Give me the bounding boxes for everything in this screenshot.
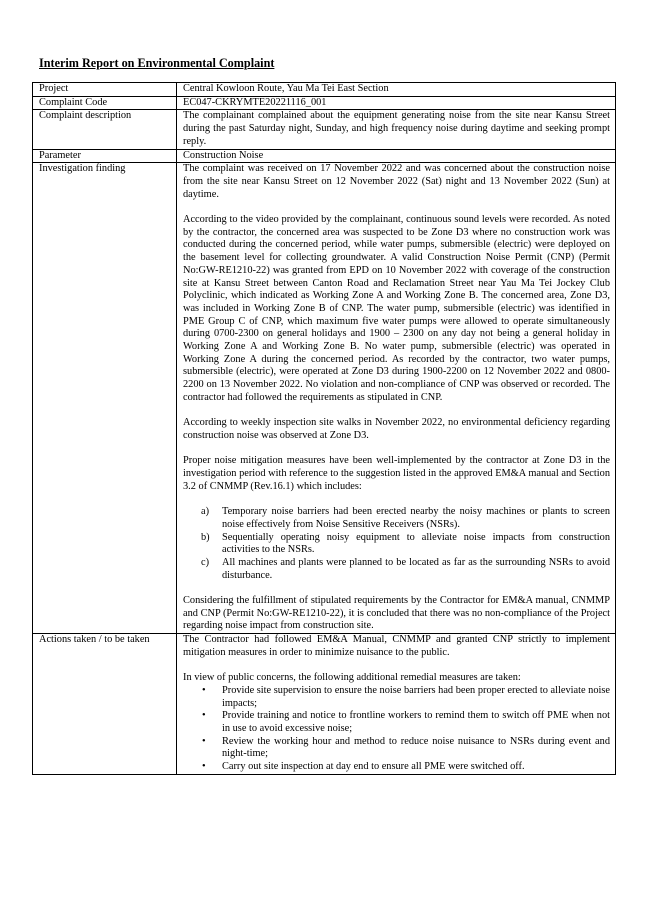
- list-marker: b): [201, 531, 210, 543]
- table-row-parameter: [33, 149, 616, 163]
- investigation-value: [177, 163, 616, 634]
- list-item: [183, 557, 610, 582]
- table-row-investigation: [33, 163, 616, 634]
- list-item: [183, 532, 610, 557]
- description-label: Complaint description: [33, 110, 177, 149]
- list-item: [183, 736, 610, 761]
- complaint-code-label: Complaint Code: [33, 96, 177, 110]
- list-item-text: Temporary noise barriers had been erected nearby the noisy machines or plants to screen noise effectively from Noise Sensitive Receivers (NSRs).: [222, 506, 610, 530]
- description-value: The complainant complained about the equipment generating noise from the site near Kansu Street during the past Saturday night, Sunday, and high frequency noise during daytime and seeking prompt reply.: [177, 110, 616, 149]
- list-item: [183, 506, 610, 531]
- table-row-actions: [33, 634, 616, 775]
- bullet-icon: •: [202, 761, 206, 773]
- actions-paragraph-2: In view of public concerns, the following additional remedial measures are taken:: [183, 672, 521, 684]
- list-item-text: Provide training and notice to frontline workers to remind them to switch off PME when not in use to avoid excessive noise;: [222, 710, 610, 735]
- list-item: [183, 710, 610, 735]
- remedial-measures-list: [183, 685, 610, 774]
- parameter-value: Construction Noise: [177, 149, 616, 163]
- actions-value: [177, 634, 616, 775]
- table-row-description: [33, 110, 616, 149]
- parameter-label: Parameter: [33, 149, 177, 163]
- bullet-icon: •: [202, 684, 206, 696]
- bullet-icon: •: [202, 735, 206, 747]
- project-label: Project: [33, 83, 177, 97]
- table-row-project: [33, 83, 616, 97]
- investigation-label: Investigation finding: [33, 163, 177, 634]
- list-item-text: Provide site supervision to ensure the noise barriers had been proper erected to alleviate noise impacts;: [222, 684, 610, 709]
- actions-label: Actions taken / to be taken: [33, 634, 177, 775]
- list-item-text: Carry out site inspection at day end to ensure all PME were switched off.: [222, 761, 525, 773]
- actions-paragraph-1: The Contractor had followed EM&A Manual, CNMMP and granted CNP strictly to implement mitigation measures in order to minimize nuisance to the public.: [183, 634, 610, 658]
- project-value: Central Kowloon Route, Yau Ma Tei East Section: [177, 83, 616, 97]
- complaint-code-value: EC047-CKRYMTE20221116_001: [177, 96, 616, 110]
- list-item: [183, 685, 610, 710]
- investigation-paragraph-5: Considering the fulfillment of stipulated requirements by the Contractor for EM&A manual, CNMMP and CNP (Permit No:GW-RE1210-22), it is concluded that there was no non-compliance of the Project regarding noise impact from construction site.: [183, 595, 610, 632]
- investigation-paragraph-1: The complaint was received on 17 November 2022 and was concerned about the construction noise from the site near Kansu Street on 12 November 2022 (Sat) night and 13 November 2022 (Sun) at daytime.: [183, 163, 610, 200]
- investigation-paragraph-4: Proper noise mitigation measures have been well-implemented by the contractor at Zone D3 in the investigation period with reference to the suggestion listed in the approved EM&A manual and Section 3.2 of CNMMP (Rev.16.1) which includes:: [183, 455, 610, 492]
- list-item-text: All machines and plants were planned to be located as far as the surrounding NSRs to avoid disturbance.: [222, 556, 610, 581]
- table-row-complaint-code: [33, 96, 616, 110]
- report-title: Interim Report on Environmental Complaint: [39, 56, 275, 70]
- complaint-table: [32, 82, 616, 775]
- mitigation-list: [183, 506, 610, 582]
- list-item-text: Review the working hour and method to reduce noise nuisance to NSRs during event and night-time;: [222, 735, 610, 760]
- list-item: [183, 761, 610, 774]
- list-marker: c): [201, 556, 210, 568]
- investigation-paragraph-3: According to weekly inspection site walks in November 2022, no environmental deficiency regarding construction noise was observed at Zone D3.: [183, 417, 610, 441]
- investigation-paragraph-2: According to the video provided by the complainant, continuous sound levels were recorded. As noted by the contractor, the concerned area was suspected to be Zone D3 where no construction work was conducted during the concerned period, while water pumps, submersible (electric) were deployed on the basement level for collecting groundwater. A valid Construction Noise Permit (CNP) (Permit No:GW-RE1210-22) was granted from EPD on 10 November 2022 with coverage of the construction site at Kansu Street between Canton Road and Reclamation Street near Yau Ma Tei Jockey Club Polyclinic, which indicated as Working Zone A and Working Zone B. The concerned area, Zone D3, was included in Working Zone B of CNP. The water pump, submersible (electric) was identified in PME Group C of CNP, which maximum five water pumps were allowed to operate simultaneously during 0700-2300 on general holidays and 1900 – 2300 on any day not being a general holiday in Working Zone A and Working Zone B. No water pump, submersible (electric) was operated in Working Zone A during the concerned period. As recorded by the contractor, two water pumps, submersible (electric), were operated at Zone D3 during 1900-2200 on 12 November 2022 and 0800-2200 on 13 November 2022. No violation and non-compliance of CNP was observed or recorded. The contractor had followed the requirements as stipulated in CNP.: [183, 214, 610, 403]
- list-marker: a): [201, 506, 210, 518]
- list-item-text: Sequentially operating noisy equipment to alleviate noise impacts from construction activities to the NSRs.: [222, 531, 610, 556]
- bullet-icon: •: [202, 710, 206, 722]
